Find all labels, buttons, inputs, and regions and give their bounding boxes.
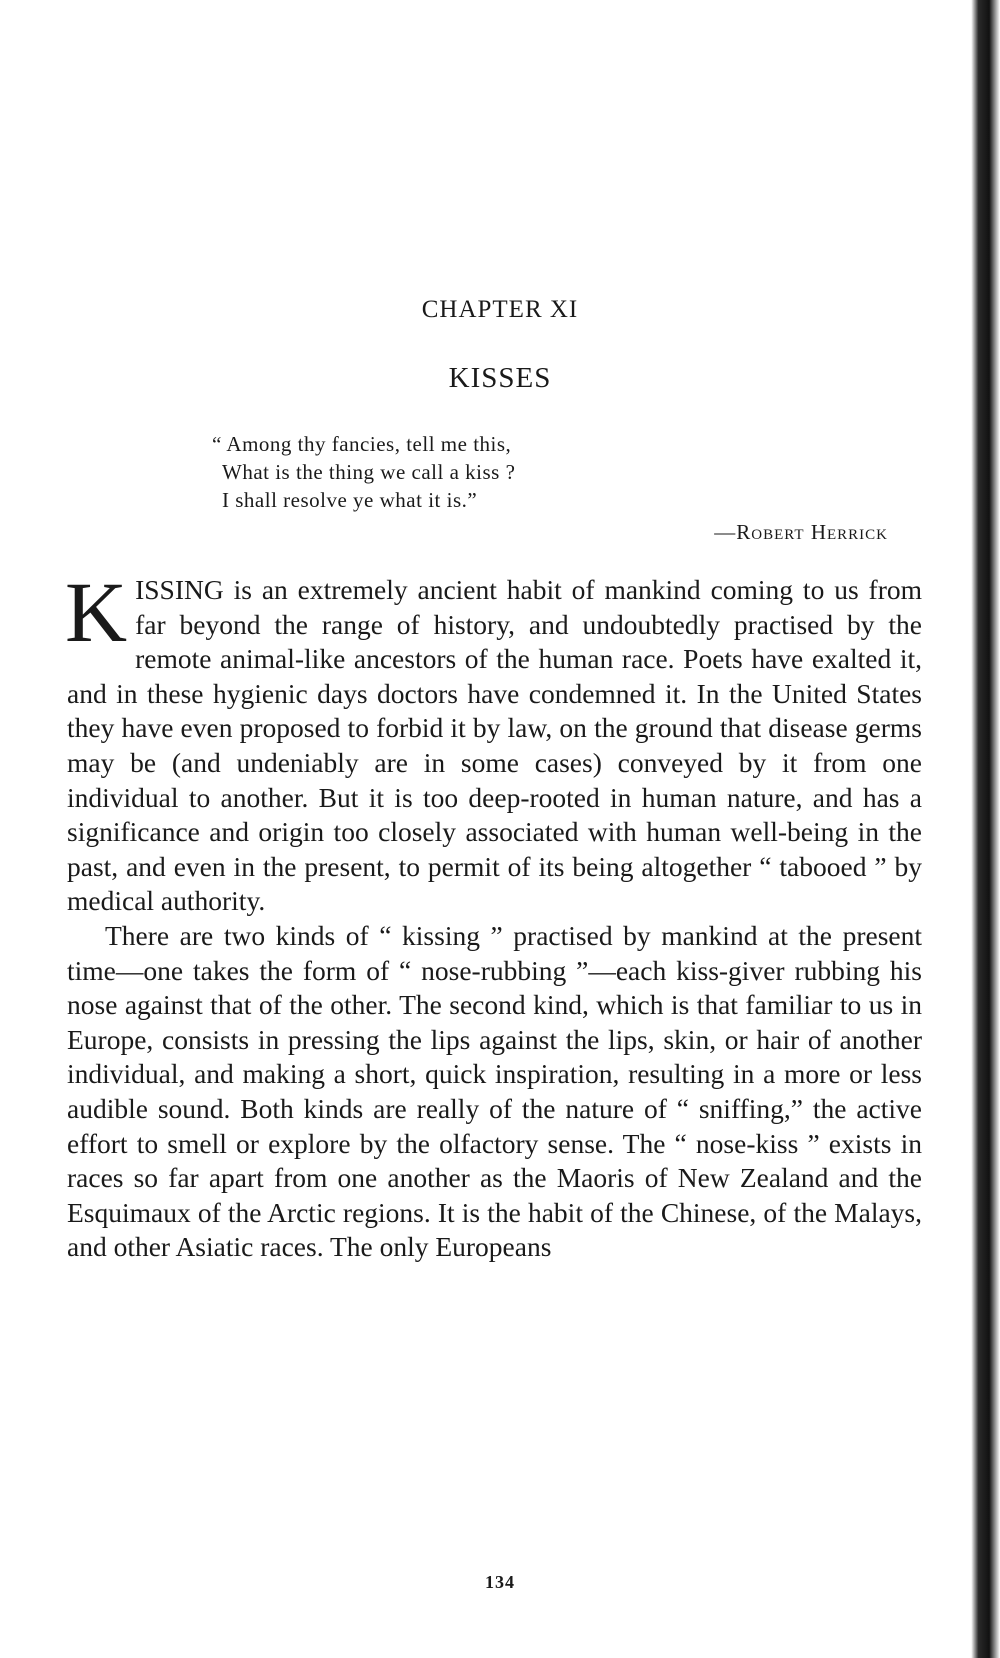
chapter-body (65, 564, 922, 1265)
epigraph-line: What is the thing we call a kiss ? (222, 460, 516, 484)
paragraph-text: ISSING is an extremely ancient habit of mankind coming to us from far beyond the range of history, and undoubtedly practised by the remote animal-like ancestors of the human race. Poets have exalted it, and in these hygienic days doctors have condemned it. In the United States they have even proposed to forbid it by law, on the ground that disease germs may be (and undeniably are in some cases) conveyed by it from one individual to another. But it is too deep-rooted in human nature, and has a significance and origin too closely associated with human well-being in the past, and even in the present, to permit of its being altogether “ tabooed ” by medical authority. (67, 574, 922, 917)
paragraph: There are two kinds of “ kissing ” practised by mankind at the present time—one takes the form of “ nose-rubbing ”—each kiss-giver rubbing his nose against that of the other. The second kind, which is that familiar to us in Europe, consists in pressing the lips against the lips, skin, or hair of another individual, and making a short, quick inspiration, resulting in a more or less audible sound. Both kinds are really of the nature of “ sniffing,” the active effort to smell or explore by the olfactory sense. The “ nose-kiss ” exists in races so far apart from one another as the Maoris of New Zealand and the Esquimaux of the Arctic regions. It is the habit of the Chinese, of the Malays, and other Asiatic races. The only Europeans (67, 919, 922, 1263)
page-number: 134 (485, 1572, 515, 1592)
epigraph-line: “ Among thy fancies, tell me this, (212, 432, 512, 456)
chapter-title: KISSES (448, 362, 552, 394)
chapter-label: CHAPTER XI (421, 296, 579, 323)
drop-cap: K (65, 564, 128, 660)
epigraph-attribution: —Robert Herrick (714, 520, 888, 544)
paragraph (65, 564, 922, 919)
epigraph (212, 430, 515, 514)
epigraph-line: I shall resolve ye what it is.” (222, 488, 478, 512)
page-binding-edge (964, 0, 1000, 1658)
